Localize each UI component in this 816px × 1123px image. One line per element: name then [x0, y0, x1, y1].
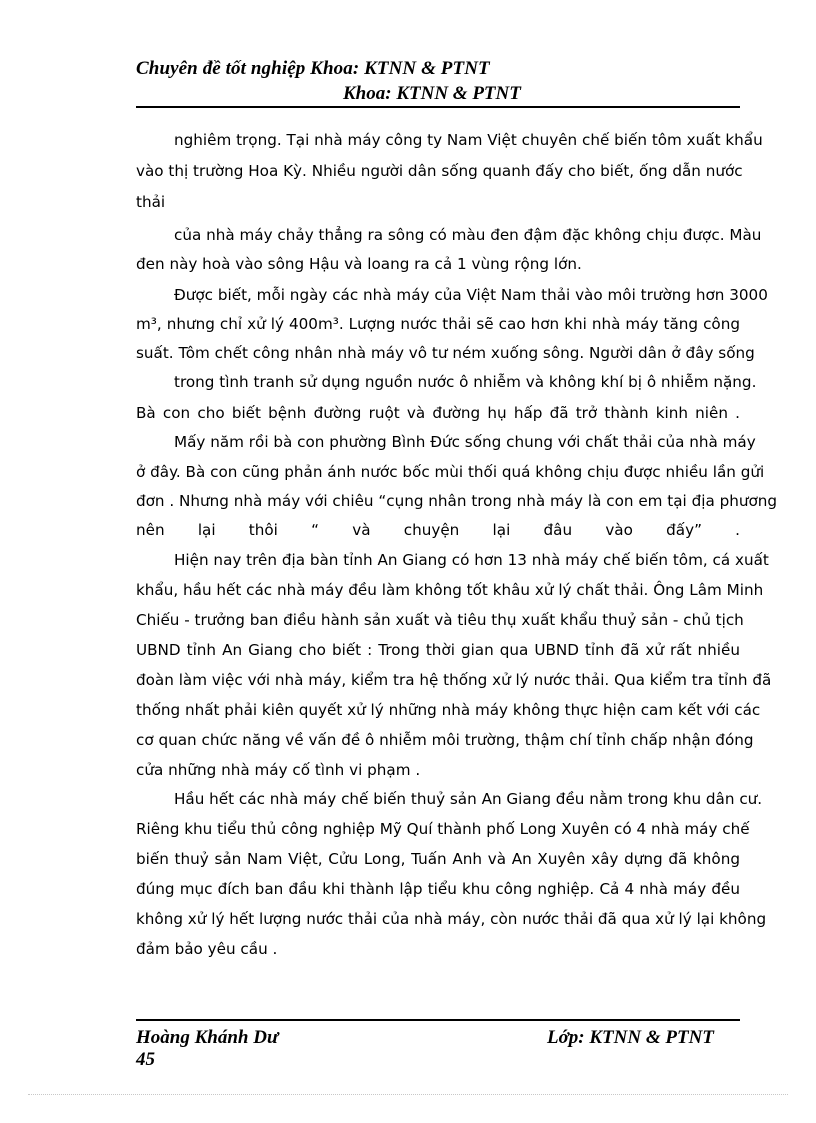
paragraph-line: Mấy năm rồi bà con phường Bình Đức sống chung với chất thải của nhà máy: [174, 433, 756, 451]
footer-rule: [136, 1019, 740, 1021]
paragraph-line: suất. Tôm chết công nhân nhà máy vô tư ném xuống sông. Người dân ở đây sống: [136, 344, 755, 362]
header-rule: [136, 106, 740, 108]
page-bottom-dotted-divider: [28, 1094, 788, 1095]
paragraph-line: Chiếu - trưởng ban điều hành sản xuất và tiêu thụ xuất khẩu thuỷ sản - chủ tịch: [136, 611, 744, 629]
page-number: 45: [136, 1049, 155, 1070]
paragraph-line: đoàn làm việc với nhà máy, kiểm tra hệ thống xử lý nước thải. Qua kiểm tra tỉnh đã: [136, 671, 772, 689]
paragraph-line: thống nhất phải kiên quyết xử lý những nhà máy không thực hiện cam kết với các: [136, 701, 761, 719]
paragraph-line: Được biết, mỗi ngày các nhà máy của Việt Nam thải vào môi trường hơn 3000: [174, 286, 768, 304]
footer-author: Hoàng Khánh Dư: [136, 1027, 279, 1048]
header-title-line2: Khoa: KTNN & PTNT: [343, 83, 521, 104]
paragraph-line: cơ quan chức năng về vấn đề ô nhiễm môi trường, thậm chí tỉnh chấp nhận đóng: [136, 731, 754, 749]
header-title-line1: Chuyên đề tốt nghiệp Khoa: KTNN & PTNT: [136, 58, 490, 79]
paragraph-line: vào thị trường Hoa Kỳ. Nhiều người dân sống quanh đấy cho biết, ống dẫn nước: [136, 162, 743, 180]
paragraph-line: nghiêm trọng. Tại nhà máy công ty Nam Việt chuyên chế biến tôm xuất khẩu: [174, 131, 763, 149]
paragraph-line: UBND tỉnh An Giang cho biết : Trong thời gian qua UBND tỉnh đã xử rất nhiều: [136, 641, 740, 659]
paragraph-line: Riêng khu tiểu thủ công nghiệp Mỹ Quí thành phố Long Xuyên có 4 nhà máy chế: [136, 820, 750, 838]
paragraph-line: m³, nhưng chỉ xử lý 400m³. Lượng nước thải sẽ cao hơn khi nhà máy tăng công: [136, 315, 740, 333]
paragraph-line: của nhà máy chảy thẳng ra sông có màu đen đậm đặc không chịu được. Màu: [174, 226, 762, 244]
paragraph-line: cửa những nhà máy cố tình vi phạm .: [136, 761, 421, 779]
footer-class-label: Lớp: KTNN & PTNT: [547, 1027, 714, 1048]
paragraph-line: Hầu hết các nhà máy chế biến thuỷ sản An Giang đều nằm trong khu dân cư.: [174, 790, 763, 808]
paragraph-line: đơn . Nhưng nhà máy với chiêu “cụng nhân trong nhà máy là con em tại địa phương: [136, 492, 778, 510]
paragraph-line: Bà con cho biết bệnh đường ruột và đường hụ hấp đã trở thành kinh niên .: [136, 404, 740, 422]
paragraph-line: khẩu, hầu hết các nhà máy đều làm không tốt khâu xử lý chất thải. Ông Lâm Minh: [136, 581, 764, 599]
paragraph-line: đảm bảo yêu cầu .: [136, 940, 278, 958]
paragraph-line: đúng mục đích ban đầu khi thành lập tiểu khu công nghiệp. Cả 4 nhà máy đều: [136, 880, 740, 898]
paragraph-line: nên lại thôi “ và chuyện lại đâu vào đấy” .: [136, 521, 740, 539]
paragraph-line: ở đây. Bà con cũng phản ánh nước bốc mùi thối quá không chịu được nhiều lần gửi: [136, 463, 765, 481]
paragraph-line: thải: [136, 193, 166, 211]
paragraph-line: không xử lý hết lượng nước thải của nhà máy, còn nước thải đã qua xử lý lại không: [136, 910, 767, 928]
paragraph-line: đen này hoà vào sông Hậu và loang ra cả 1 vùng rộng lớn.: [136, 255, 582, 273]
paragraph-line: biến thuỷ sản Nam Việt, Cửu Long, Tuấn Anh và An Xuyên xây dựng đã không: [136, 850, 740, 868]
paragraph-line: trong tình tranh sử dụng nguồn nước ô nhiễm và không khí bị ô nhiễm nặng.: [174, 373, 757, 391]
paragraph-line: Hiện nay trên địa bàn tỉnh An Giang có hơn 13 nhà máy chế biến tôm, cá xuất: [174, 551, 769, 569]
